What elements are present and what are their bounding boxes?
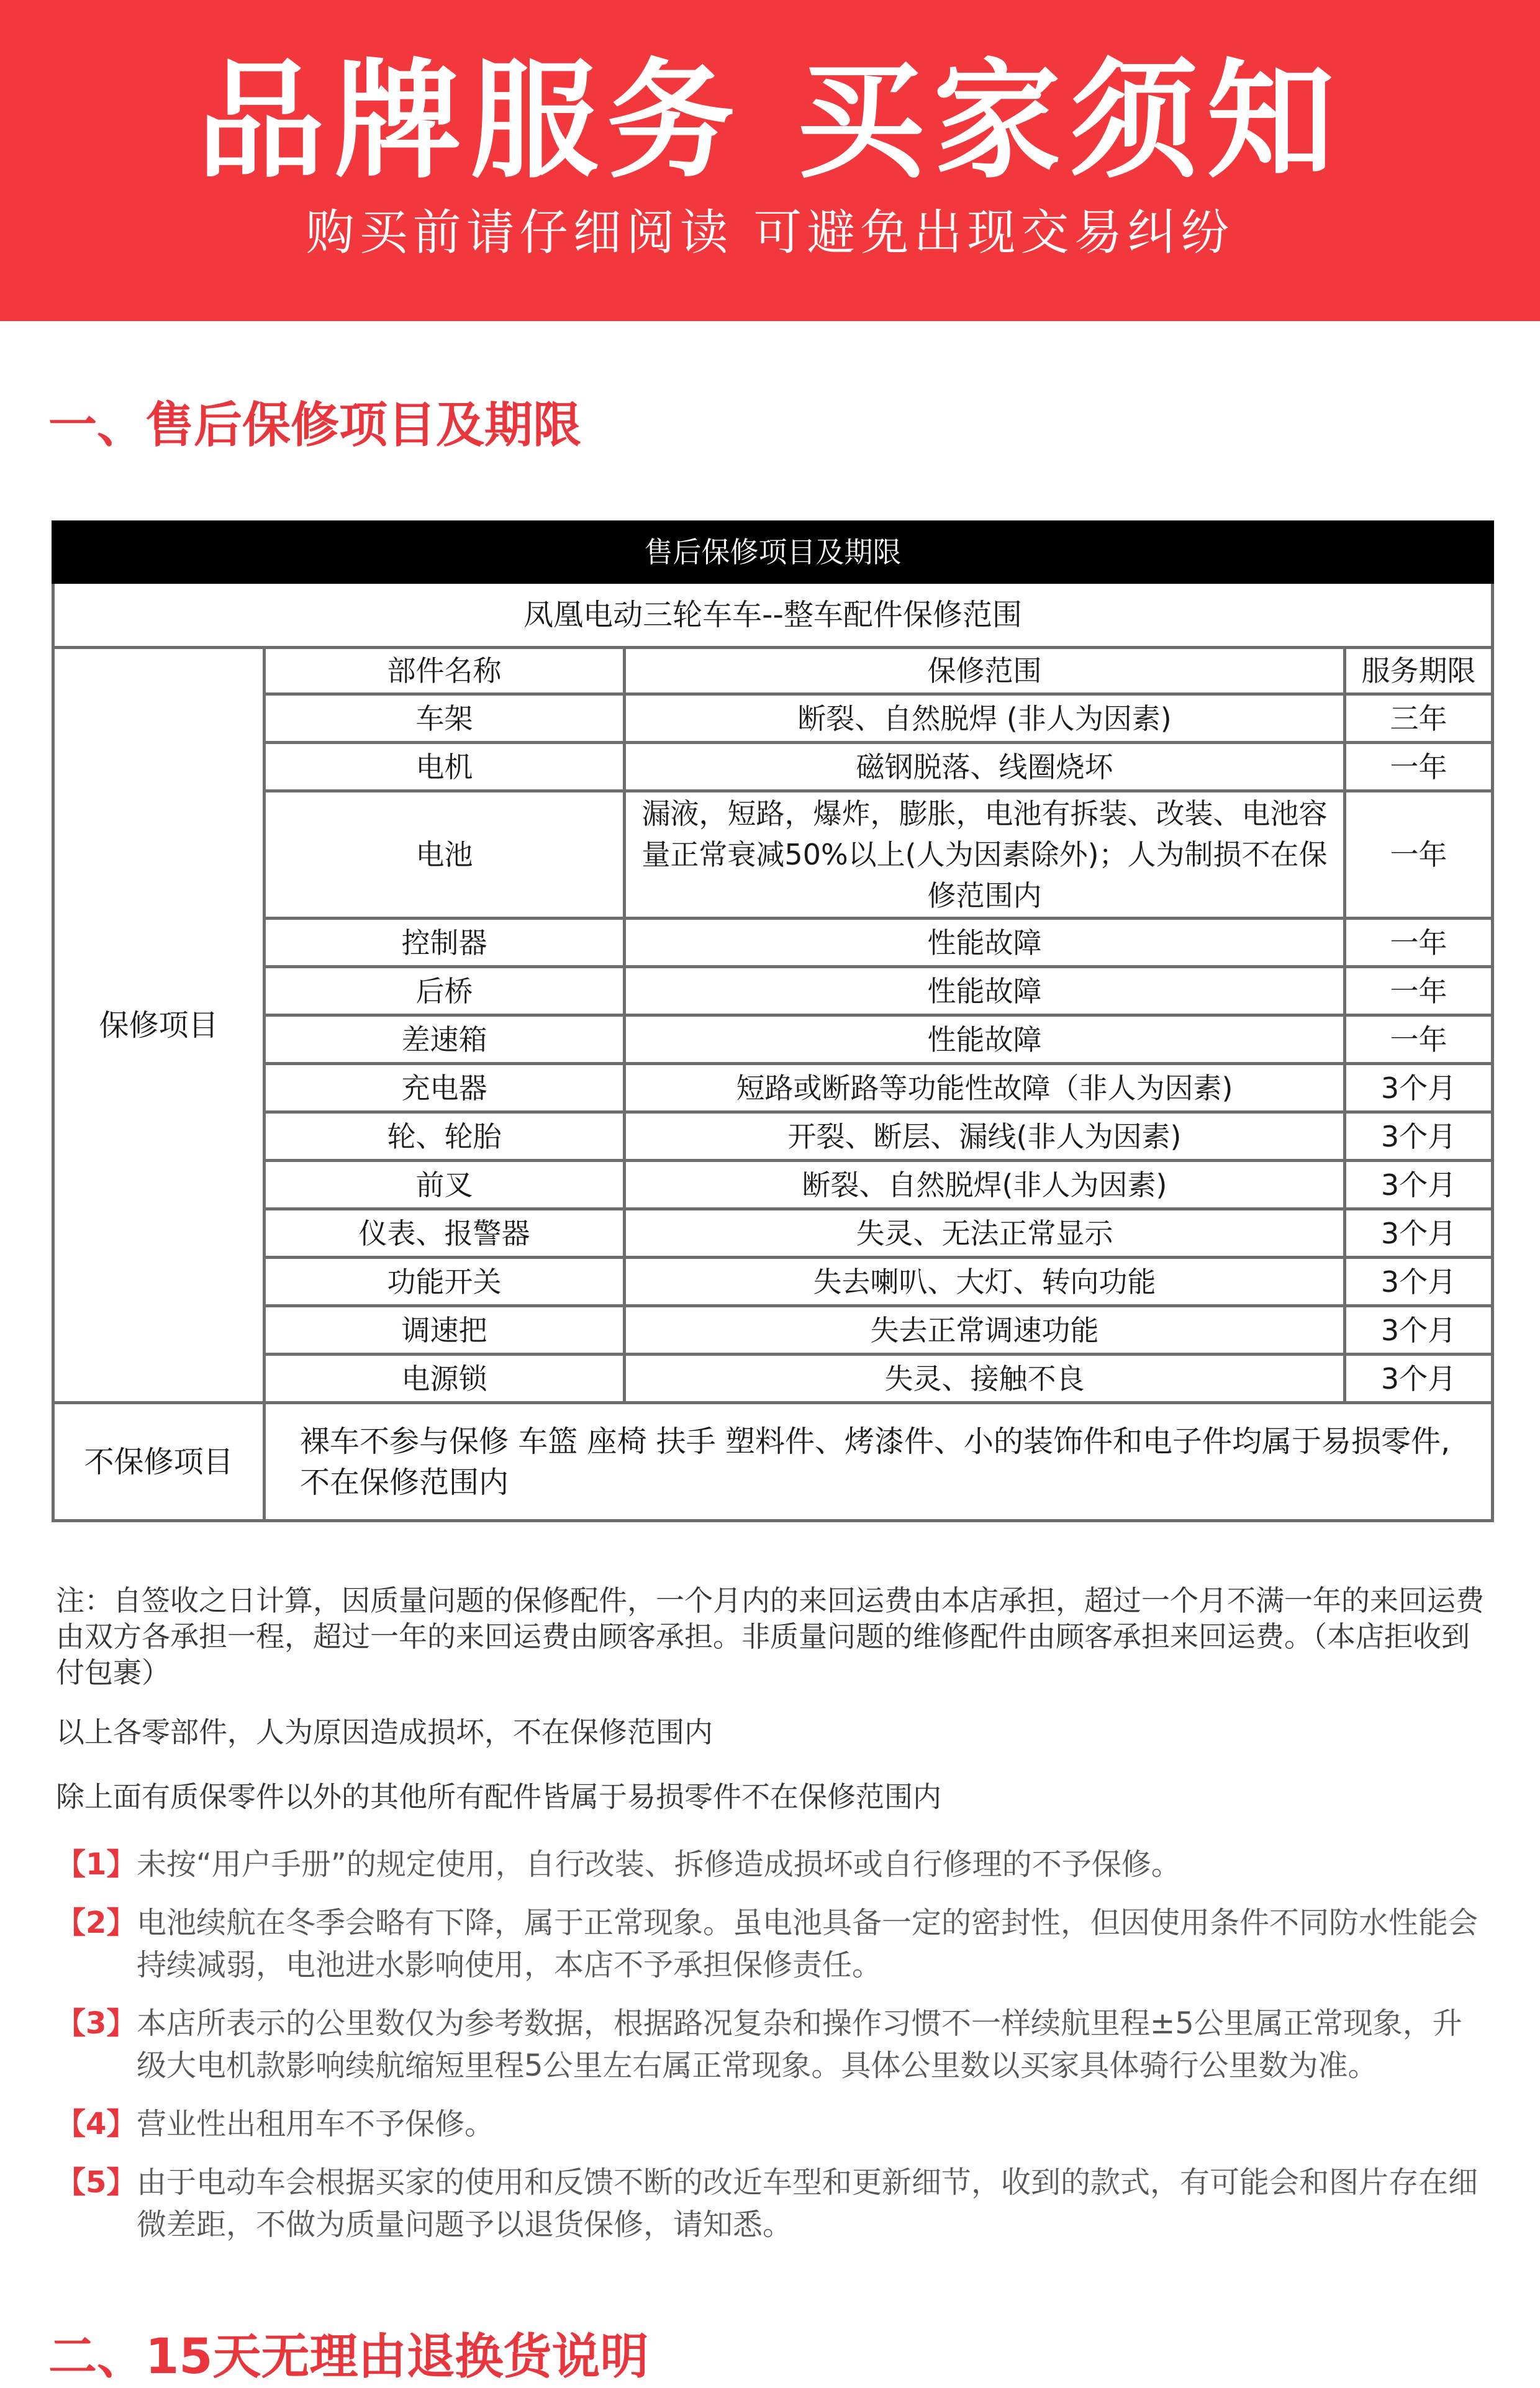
- table-row: [53, 1355, 1493, 1403]
- notes-section: [56, 1582, 1484, 2262]
- column-header-row: [53, 648, 1493, 694]
- table-row: [53, 1306, 1493, 1355]
- damage-note: 以上各零部件，人为原因造成损坏，不在保修范围内: [56, 1715, 713, 1749]
- table-row: [53, 694, 1493, 743]
- section-title-warranty: 一、售后保修项目及期限: [48, 397, 582, 453]
- table-row: [53, 1112, 1493, 1161]
- warranty-scope: 失去正常调速功能: [625, 1306, 1345, 1355]
- column-header-scope: 保修范围: [625, 648, 1345, 694]
- service-period: 三年: [1345, 694, 1493, 743]
- banner-subtitle: 购买前请仔细阅读 可避免出现交易纠纷: [306, 205, 1234, 261]
- warranty-scope: 磁钢脱落、线圈烧坏: [625, 743, 1345, 791]
- table-row: [53, 967, 1493, 1015]
- item-number: 【3】: [56, 2006, 137, 2041]
- warranty-scope: 开裂、断层、漏线(非人为因素): [625, 1112, 1345, 1161]
- table-header-row: [53, 522, 1493, 583]
- excluded-row: [53, 1403, 1493, 1521]
- warranty-scope: 断裂、自然脱焊(非人为因素): [625, 1161, 1345, 1209]
- table-row: [53, 919, 1493, 967]
- warranty-scope: 失去喇叭、大灯、转向功能: [625, 1258, 1345, 1306]
- warranty-scope: 性能故障: [625, 919, 1345, 967]
- part-name: 电源锁: [265, 1355, 625, 1403]
- item-text: 由于电动车会根据买家的使用和反馈不断的改近车型和更新细节，收到的款式，有可能会和图片存在细微差距，不做为质量问题予以退货保修，请知悉。: [137, 2165, 1479, 2242]
- table-subtitle: 凤凰电动三轮车车--整车配件保修范围: [53, 583, 1493, 648]
- service-period: 一年: [1345, 743, 1493, 791]
- list-item: [56, 1843, 1484, 1886]
- warranty-scope: 断裂、自然脱焊 (非人为因素): [625, 694, 1345, 743]
- item-text: 营业性出租用车不予保修。: [137, 2107, 495, 2141]
- service-period: 一年: [1345, 1015, 1493, 1064]
- terms-list: [56, 1843, 1484, 2246]
- table-row: [53, 1064, 1493, 1112]
- item-number: 【1】: [56, 1847, 137, 1882]
- item-number: 【4】: [56, 2107, 137, 2141]
- item-text: 电池续航在冬季会略有下降，属于正常现象。虽电池具备一定的密封性，但因使用条件不同防水性能会持续减弱，电池进水影响使用，本店不予承担保修责任。: [137, 1905, 1479, 1982]
- warranty-table: [52, 520, 1494, 1522]
- service-period: 一年: [1345, 791, 1493, 919]
- item-text: 未按“用户手册”的规定使用，自行改装、拆修造成损坏或自行修理的不予保修。: [137, 1847, 1181, 1882]
- list-item: [56, 2103, 1484, 2145]
- part-name: 差速箱: [265, 1015, 625, 1064]
- table-row: [53, 1209, 1493, 1258]
- warranty-scope: 性能故障: [625, 1015, 1345, 1064]
- part-name: 电机: [265, 743, 625, 791]
- excluded-items-label: 不保修项目: [53, 1403, 265, 1521]
- part-name: 功能开关: [265, 1258, 625, 1306]
- part-name: 控制器: [265, 919, 625, 967]
- table-subtitle-row: [53, 583, 1493, 648]
- service-period: 3个月: [1345, 1306, 1493, 1355]
- shipping-note: 注：自签收之日计算，因质量问题的保修配件，一个月内的来回运费由本店承担，超过一个月不满一年的来回运费由双方各承担一程，超过一年的来回运费由顾客承担。非质量问题的维修配件由顾客承担来回运费。（本店拒收到付包裹）: [56, 1584, 1484, 1689]
- item-number: 【5】: [56, 2165, 137, 2200]
- brand-banner: [0, 0, 1540, 321]
- service-period: 3个月: [1345, 1161, 1493, 1209]
- table-row: [53, 1161, 1493, 1209]
- part-name: 充电器: [265, 1064, 625, 1112]
- item-number: 【2】: [56, 1905, 137, 1940]
- table-row: [53, 1258, 1493, 1306]
- table-row: [53, 1015, 1493, 1064]
- warranty-scope: 性能故障: [625, 967, 1345, 1015]
- wear-parts-note: 除上面有质保零件以外的其他所有配件皆属于易损零件不在保修范围内: [56, 1780, 941, 1814]
- warranty-items-label: 保修项目: [53, 648, 265, 1403]
- warranty-scope: 失灵、无法正常显示: [625, 1209, 1345, 1258]
- warranty-scope: 漏液，短路，爆炸，膨胀，电池有拆装、改装、电池容量正常衰减50%以上(人为因素除外)；人为制损不在保修范围内: [625, 791, 1345, 919]
- column-header-period: 服务期限: [1345, 648, 1493, 694]
- excluded-items-text: 裸车不参与保修 车篮 座椅 扶手 塑料件、烤漆件、小的装饰件和电子件均属于易损零件,不在保修范围内: [265, 1403, 1493, 1521]
- list-item: [56, 1902, 1484, 1986]
- list-item: [56, 2161, 1484, 2246]
- service-period: 3个月: [1345, 1258, 1493, 1306]
- section-title-returns: 二、15天无理由退换货说明: [48, 2329, 649, 2385]
- part-name: 电池: [265, 791, 625, 919]
- part-name: 调速把: [265, 1306, 625, 1355]
- part-name: 仪表、报警器: [265, 1209, 625, 1258]
- warranty-scope: 失灵、接触不良: [625, 1355, 1345, 1403]
- part-name: 车架: [265, 694, 625, 743]
- table-row: [53, 791, 1493, 919]
- list-item: [56, 2002, 1484, 2087]
- warranty-scope: 短路或断路等功能性故障（非人为因素): [625, 1064, 1345, 1112]
- part-name: 轮、轮胎: [265, 1112, 625, 1161]
- service-period: 一年: [1345, 919, 1493, 967]
- service-period: 3个月: [1345, 1355, 1493, 1403]
- service-period: 3个月: [1345, 1112, 1493, 1161]
- part-name: 前叉: [265, 1161, 625, 1209]
- column-header-part: 部件名称: [265, 648, 625, 694]
- service-period: 一年: [1345, 967, 1493, 1015]
- banner-title: 品牌服务 买家须知: [197, 47, 1343, 196]
- part-name: 后桥: [265, 967, 625, 1015]
- service-period: 3个月: [1345, 1064, 1493, 1112]
- table-row: [53, 743, 1493, 791]
- table-header: 售后保修项目及期限: [53, 522, 1493, 583]
- item-text: 本店所表示的公里数仅为参考数据，根据路况复杂和操作习惯不一样续航里程±5公里属正常现象，升级大电机款影响续航缩短里程5公里左右属正常现象。具体公里数以买家具体骑行公里数为准。: [137, 2006, 1462, 2083]
- service-period: 3个月: [1345, 1209, 1493, 1258]
